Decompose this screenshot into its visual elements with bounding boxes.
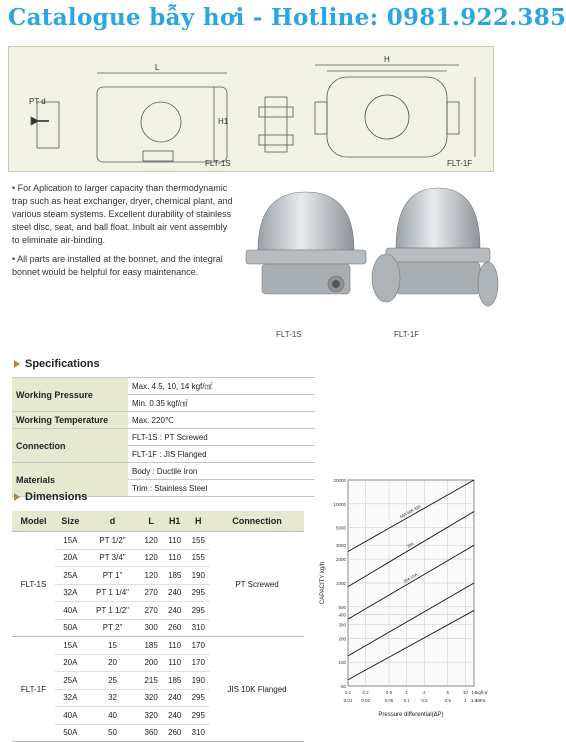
product-photos	[226, 180, 496, 340]
y-axis-label: CAPACITY kg/h	[320, 561, 326, 605]
dimensions-table	[12, 511, 304, 742]
x-tick-label-kgf: 0.5	[385, 690, 393, 695]
column-header: d	[86, 511, 140, 532]
table-cell: 170	[186, 637, 210, 655]
spec-key-connection: Connection	[12, 429, 128, 463]
table-cell: 185	[163, 567, 187, 585]
drawing-label-l: L	[155, 63, 160, 72]
table-cell: 185	[163, 672, 187, 690]
table-cell: 155	[186, 532, 210, 550]
specifications-table	[12, 377, 315, 497]
y-tick-label: 50	[340, 684, 346, 689]
connection-cell: PT Screwed	[210, 532, 304, 637]
table-cell: 20A	[55, 654, 86, 672]
x-tick-label-kgf: 14	[471, 690, 477, 695]
table-cell: 200	[139, 654, 163, 672]
spec-value: Min. 0.35 kgf/㎠	[128, 395, 315, 412]
table-cell: 240	[163, 602, 187, 620]
y-tick-label: 1000	[335, 581, 346, 586]
table-cell: PT 1 1/2"	[86, 602, 140, 620]
table-cell: 270	[139, 584, 163, 602]
table-cell: 190	[186, 567, 210, 585]
table-cell: 300	[139, 619, 163, 637]
series-label: 20A 15A	[402, 571, 419, 584]
table-cell: 215	[139, 672, 163, 690]
spec-key-working-temperature: Working Temperature	[12, 412, 128, 429]
table-cell: 260	[163, 724, 187, 742]
photo-caption-flt1f: FLT-1F	[394, 330, 420, 339]
description-paragraph-2: • All parts are installed at the bonnet, and the integral bonnet would be helpful for easy maintenance.	[12, 254, 223, 277]
x-tick-label-mpa: 1.4	[470, 698, 478, 703]
x-tick-label-mpa: 0.02	[361, 698, 371, 703]
connection-cell: JIS 10K Flanged	[210, 637, 304, 742]
photo-caption-flt1s: FLT-1S	[276, 330, 302, 339]
table-cell: 40A	[55, 602, 86, 620]
x-tick-label-kgf: 10	[462, 690, 468, 695]
table-cell: 110	[163, 654, 187, 672]
photo-flt1s	[246, 192, 366, 294]
table-cell: 260	[163, 619, 187, 637]
table-cell: 120	[139, 532, 163, 550]
dimensions-title: Dimensions	[25, 491, 88, 503]
banner-title: Catalogue bẫy hơi - Hotline: 0981.922.385	[8, 4, 566, 31]
table-row	[12, 412, 315, 429]
y-tick-label: 5000	[335, 525, 346, 531]
x-tick-label-mpa: 0.5	[444, 698, 451, 703]
table-cell: 40A	[55, 707, 86, 725]
x-unit-kgf: kgf/㎠	[476, 690, 488, 695]
x-tick-label-kgf: 2	[423, 690, 426, 695]
y-tick-label: 20000	[333, 478, 346, 483]
x-tick-label-mpa: 1	[464, 698, 467, 703]
column-header: Model	[12, 511, 55, 532]
table-cell: 32	[86, 689, 140, 707]
table-row	[12, 463, 315, 480]
table-cell: 295	[186, 689, 210, 707]
x-tick-label-mpa: 0.01	[343, 698, 353, 703]
table-cell: 270	[139, 602, 163, 620]
dimensions-heading	[14, 491, 87, 503]
spec-value: Max. 4.5, 10, 14 kgf/㎠	[128, 378, 315, 395]
y-tick-label: 10000	[333, 501, 346, 507]
table-cell: 110	[163, 637, 187, 655]
table-cell: 25A	[55, 672, 86, 690]
description-paragraph-1: • For Aplication to larger capacity than thermodynamic trap such as heat exchanger, dryer, chemical plant, and various steam systems. Excellent durability of stainless steel disc, seat, and ball float. Inbult air vent assembly to eliminate air-binding.	[12, 183, 233, 245]
table-cell: 15	[86, 637, 140, 655]
y-tick-label: 500	[338, 604, 346, 610]
column-header: L	[139, 511, 163, 532]
table-cell: 110	[163, 549, 187, 567]
table-cell: 15A	[55, 532, 86, 550]
drawing-label-h1: H1	[218, 117, 229, 126]
table-cell: 20A	[55, 549, 86, 567]
y-tick-label: 100	[338, 660, 346, 666]
drawing-side-body	[37, 102, 59, 148]
drawing-label-h: H	[384, 55, 390, 64]
x-tick-label-kgf: 5	[446, 690, 450, 695]
table-cell: 32A	[55, 584, 86, 602]
technical-drawing	[8, 46, 494, 172]
column-header: H	[186, 511, 210, 532]
table-cell: 120	[139, 549, 163, 567]
table-cell: 120	[139, 567, 163, 585]
table-cell: 50	[86, 724, 140, 742]
column-header: H1	[163, 511, 187, 532]
specifications-heading	[14, 358, 100, 370]
y-tick-label: 2000	[335, 557, 346, 563]
x-unit-mpa: MPa	[476, 698, 486, 703]
capacity-chart	[314, 472, 496, 724]
table-cell: 310	[186, 619, 210, 637]
spec-value: Body : Ductile Iron	[128, 463, 315, 480]
drawing-label-flt1s: FLT-1S	[205, 159, 231, 168]
capacity-chart-svg	[314, 472, 496, 724]
spec-value: Max. 220℃	[128, 412, 315, 429]
table-cell: 320	[139, 707, 163, 725]
table-cell: PT 2"	[86, 619, 140, 637]
column-header: Connection	[210, 511, 304, 532]
table-cell: 240	[163, 584, 187, 602]
drawing-label-pt: PT d	[29, 97, 46, 106]
y-tick-label: 3000	[335, 543, 346, 549]
table-cell: 50A	[55, 724, 86, 742]
triangle-bullet-icon	[14, 493, 20, 501]
spec-value: FLT-1S : PT Screwed	[128, 429, 315, 446]
product-description	[12, 182, 237, 285]
x-axis-label: Pressure differential(ΔP)	[378, 712, 444, 718]
table-row	[12, 429, 315, 446]
table-header-row	[12, 511, 304, 532]
triangle-bullet-icon	[14, 360, 20, 368]
table-cell: 310	[186, 724, 210, 742]
header-banner	[0, 0, 566, 40]
specifications-title: Specifications	[25, 358, 100, 370]
table-cell: 20	[86, 654, 140, 672]
table-cell: 25A	[55, 567, 86, 585]
spec-value: Trim : Stainless Steel	[128, 480, 315, 497]
table-cell: 295	[186, 584, 210, 602]
x-tick-label-kgf: 1	[405, 690, 408, 695]
table-row	[12, 637, 304, 655]
x-tick-label-kgf: 0.2	[362, 690, 369, 695]
table-cell: PT 1 1/4"	[86, 584, 140, 602]
x-tick-label-kgf: 0.1	[344, 690, 352, 695]
table-cell: 25	[86, 672, 140, 690]
table-row	[12, 532, 304, 550]
table-cell: PT 3/4"	[86, 549, 140, 567]
x-tick-label-mpa: 0.05	[384, 698, 394, 703]
table-cell: 50A	[55, 619, 86, 637]
spec-value: FLT-1F : JIS Flanged	[128, 446, 315, 463]
table-cell: 240	[163, 707, 187, 725]
series-label: 25A	[405, 540, 415, 549]
table-row	[12, 378, 315, 395]
y-tick-label: 300	[338, 622, 346, 628]
table-cell: PT 1/2"	[86, 532, 140, 550]
drawing-label-flt1f: FLT-1F	[447, 159, 473, 168]
spec-key-working-pressure: Working Pressure	[12, 378, 128, 412]
table-cell: 295	[186, 602, 210, 620]
table-cell: 15A	[55, 637, 86, 655]
table-cell: 170	[186, 654, 210, 672]
table-cell: 240	[163, 689, 187, 707]
table-cell: 32A	[55, 689, 86, 707]
series-label: 50A 40A 32A	[398, 503, 422, 520]
x-tick-label-mpa: 0.1	[403, 698, 410, 703]
model-cell: FLT-1F	[12, 637, 55, 742]
table-cell: 360	[139, 724, 163, 742]
product-photos-svg	[226, 180, 496, 340]
table-cell: 40	[86, 707, 140, 725]
spec-key-materials: Materials	[12, 463, 128, 497]
table-cell: 155	[186, 549, 210, 567]
table-cell: 320	[139, 689, 163, 707]
column-header: Size	[55, 511, 86, 532]
table-cell: 110	[163, 532, 187, 550]
y-tick-label: 200	[338, 636, 346, 642]
x-tick-label-mpa: 0.2	[421, 698, 428, 703]
table-cell: PT 1"	[86, 567, 140, 585]
drawing-svg	[9, 47, 493, 171]
table-cell: 185	[139, 637, 163, 655]
photo-flt1f	[372, 188, 498, 306]
y-tick-label: 400	[338, 612, 346, 618]
table-cell: 190	[186, 672, 210, 690]
drawing-flt1f-body	[327, 77, 447, 157]
model-cell: FLT-1S	[12, 532, 55, 637]
table-cell: 295	[186, 707, 210, 725]
